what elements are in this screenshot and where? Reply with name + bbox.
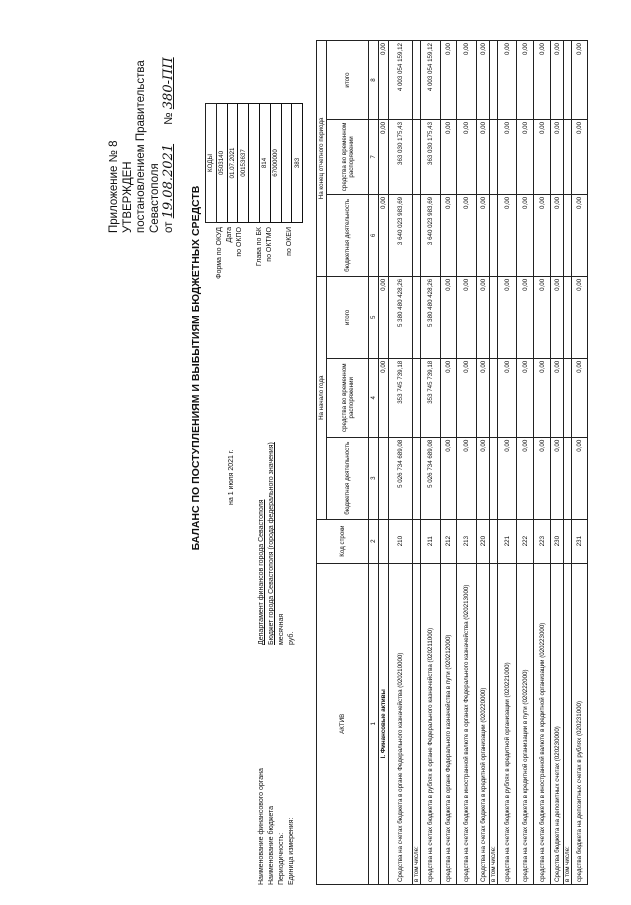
row-value-c7: 0,00 (572, 119, 588, 194)
row-value-c8: 4 003 054 159,12 (389, 41, 413, 120)
row-value-c5: 0,00 (498, 276, 517, 358)
label-date: Дата (226, 227, 233, 243)
code-bk: 814 (259, 104, 270, 223)
row-value-c6: 3 640 023 983,69 (389, 194, 413, 276)
row-value-c3: 0,00 (477, 437, 490, 519)
value-budget: Бюджет города Севастополя (города федерального значения) (268, 442, 275, 645)
row-value-c8: 0,00 (498, 41, 517, 120)
row-value-c4: 353 745 739,18 (421, 358, 441, 437)
row-value-c8: 0,00 (477, 41, 490, 120)
row-value-c3: 0,00 (534, 437, 551, 519)
row-value-c7: 0,00 (441, 119, 457, 194)
colnum-7: 7 (369, 119, 379, 194)
row-value-c7: 0,00 (534, 119, 551, 194)
row-value-c4 (490, 358, 498, 437)
row-value-c7: 363 030 175,43 (421, 119, 441, 194)
row-value-c6: 0,00 (457, 194, 477, 276)
row-value-c7: 0,00 (517, 119, 534, 194)
row-value-c8 (564, 41, 572, 120)
colnum-4: 4 (369, 358, 379, 437)
row-value-c7: 0,00 (457, 119, 477, 194)
label-budget: Наименование бюджета (268, 805, 275, 885)
row-code: 221 (498, 519, 517, 563)
row-code (413, 519, 421, 563)
row-value-c4: 0,00 (379, 358, 389, 437)
label-bk: Глава по БК (256, 227, 263, 267)
code-oktmo: 67000000 (270, 104, 281, 223)
row-value-c8: 4 003 054 159,12 (421, 41, 441, 120)
header-start-budget: бюджетная деятельность (327, 437, 369, 519)
row-value-c6: 0,00 (551, 194, 564, 276)
row-name: средства бюджета на депозитных счетах в рублях (020231000) (572, 563, 588, 884)
header-code: Код строки (317, 519, 369, 563)
row-value-c5 (413, 276, 421, 358)
row-value-c8: 0,00 (572, 41, 588, 120)
header-end: На конец отчетного периода (317, 41, 327, 277)
row-name: Средства на счетах бюджета в органе Федерального казначейства (020210000) (389, 563, 413, 884)
date-prefix: от (163, 221, 176, 233)
row-value-c6: 0,00 (572, 194, 588, 276)
row-value-c8: 0,00 (517, 41, 534, 120)
row-value-c8: 0,00 (379, 41, 389, 120)
colnum-6: 6 (369, 194, 379, 276)
row-value-c3: 0,00 (551, 437, 564, 519)
row-value-c4: 0,00 (477, 358, 490, 437)
row-value-c6 (564, 194, 572, 276)
row-value-c6: 0,00 (534, 194, 551, 276)
label-okei: по ОКЕИ (286, 227, 293, 256)
row-value-c3: 0,00 (441, 437, 457, 519)
row-code: 220 (477, 519, 490, 563)
row-value-c3: 0,00 (457, 437, 477, 519)
table-row (517, 41, 534, 885)
row-name: в том числе: (490, 563, 498, 884)
label-period: Периодичность: (278, 832, 285, 885)
header-end-total: итого (327, 41, 369, 120)
colnum-5: 5 (369, 276, 379, 358)
row-value-c6: 3 640 023 983,69 (421, 194, 441, 276)
code-okpo: 00153637 (238, 104, 249, 223)
row-value-c7 (413, 119, 421, 194)
row-name: средства на счетах бюджета в рублях в органе Федерального казначейства (020211000) (421, 563, 441, 884)
label-oktmo: по ОКТМО (266, 227, 273, 262)
code-date: 01.07.2021 (227, 104, 238, 223)
row-value-c5: 0,00 (477, 276, 490, 358)
row-name: I. Финансовые активы (379, 563, 389, 884)
row-value-c3 (564, 437, 572, 519)
table-row (534, 41, 551, 885)
row-value-c3 (379, 437, 389, 519)
row-value-c4 (413, 358, 421, 437)
row-value-c3: 5 026 734 689,08 (421, 437, 441, 519)
row-value-c3 (490, 437, 498, 519)
row-name: в том числе: (564, 563, 572, 884)
row-value-c4: 353 745 739,18 (389, 358, 413, 437)
handwritten-number: 380-ПП (161, 57, 177, 110)
row-value-c8 (413, 41, 421, 120)
row-value-c4: 0,00 (551, 358, 564, 437)
row-code (564, 519, 572, 563)
appendix-line-1: Приложение № 8 (108, 140, 120, 233)
row-value-c6: 0,00 (517, 194, 534, 276)
label-org: Наименование финансового органа (258, 768, 265, 885)
row-value-c4: 0,00 (517, 358, 534, 437)
row-value-c7: 0,00 (379, 119, 389, 194)
row-value-c6 (490, 194, 498, 276)
table-row (413, 41, 421, 885)
row-value-c6: 0,00 (379, 194, 389, 276)
table-row (498, 41, 517, 885)
label-okud: Форма по ОКУД (216, 227, 223, 279)
row-value-c3: 0,00 (498, 437, 517, 519)
table-row (477, 41, 490, 885)
row-value-c8 (490, 41, 498, 120)
row-value-c8: 0,00 (441, 41, 457, 120)
row-name: средства на счетах бюджета в кредитной организации в пути (020222000) (517, 563, 534, 884)
row-value-c4: 0,00 (534, 358, 551, 437)
row-code: 211 (421, 519, 441, 563)
table-row (564, 41, 572, 885)
header-end-temp: средства во временном распоряжении (327, 119, 369, 194)
row-code: 231 (572, 519, 588, 563)
row-value-c5 (490, 276, 498, 358)
table-row (389, 41, 413, 885)
header-asset: АКТИВ (317, 563, 369, 884)
value-org: Департамент финансов города Севастополя (258, 499, 265, 645)
row-name: Средства бюджета на депозитных счетах (020230000) (551, 563, 564, 884)
code-okei: 383 (292, 104, 303, 223)
colnum-1: 1 (369, 563, 379, 884)
row-code: 213 (457, 519, 477, 563)
code-empty-1 (249, 104, 260, 223)
row-value-c5: 5 380 480 428,26 (389, 276, 413, 358)
row-value-c5: 0,00 (457, 276, 477, 358)
row-code: 210 (389, 519, 413, 563)
row-value-c6: 0,00 (477, 194, 490, 276)
table-row (421, 41, 441, 885)
appendix-block (108, 57, 177, 233)
row-value-c4: 0,00 (572, 358, 588, 437)
row-code: 230 (551, 519, 564, 563)
row-value-c7: 0,00 (551, 119, 564, 194)
header-start: На начало года (317, 276, 327, 519)
colnum-2: 2 (369, 519, 379, 563)
code-empty-2 (281, 104, 292, 223)
table-row (441, 41, 457, 885)
row-value-c5: 0,00 (379, 276, 389, 358)
row-code: 222 (517, 519, 534, 563)
table-body (379, 41, 588, 885)
row-value-c3: 0,00 (517, 437, 534, 519)
header-start-temp: средства во временном распоряжении (327, 358, 369, 437)
report-date: на 1 июля 2021 г. (228, 449, 235, 505)
code-okud: 0503140 (216, 104, 227, 223)
row-value-c3: 0,00 (572, 437, 588, 519)
row-value-c5 (564, 276, 572, 358)
header-start-total: итого (327, 276, 369, 358)
row-name: средства на счетах бюджета в рублях в кредитной организации (020221000) (498, 563, 517, 884)
row-value-c7 (564, 119, 572, 194)
appendix-line-2: УТВЕРЖДЕН (121, 161, 134, 233)
label-okpo: по ОКПО (236, 227, 243, 257)
table-row (572, 41, 588, 885)
table-row (490, 41, 498, 885)
row-value-c7: 363 030 175,43 (389, 119, 413, 194)
row-name: средства на счетах бюджета в иностранной валюте в кредитной организации (020223000) (534, 563, 551, 884)
codes-table (205, 103, 303, 223)
row-name: средства на счетах бюджета в иностранной валюте в органах Федерального казначейства (020213000) (457, 563, 477, 884)
appendix-line-3: постановлением Правительства (135, 60, 148, 233)
row-value-c3: 5 026 734 689,08 (389, 437, 413, 519)
row-value-c4: 0,00 (441, 358, 457, 437)
row-value-c3 (413, 437, 421, 519)
header-end-budget: бюджетная деятельность (327, 194, 369, 276)
colnum-3: 3 (369, 437, 379, 519)
row-value-c5: 0,00 (551, 276, 564, 358)
colnum-8: 8 (369, 41, 379, 120)
row-value-c7: 0,00 (498, 119, 517, 194)
codes-header: КОДЫ (206, 104, 217, 223)
row-value-c6: 0,00 (441, 194, 457, 276)
row-code (490, 519, 498, 563)
value-unit: руб. (288, 631, 295, 645)
number-prefix: № (163, 112, 176, 125)
row-value-c6 (413, 194, 421, 276)
row-name: в том числе: (413, 563, 421, 884)
row-code (379, 519, 389, 563)
table-row (457, 41, 477, 885)
row-value-c4: 0,00 (457, 358, 477, 437)
row-value-c7: 0,00 (477, 119, 490, 194)
row-code: 223 (534, 519, 551, 563)
appendix-line-4: Севастополя (148, 163, 161, 233)
row-value-c6: 0,00 (498, 194, 517, 276)
row-value-c5: 5 380 480 428,26 (421, 276, 441, 358)
appendix-date-line (162, 57, 177, 233)
row-value-c8: 0,00 (457, 41, 477, 120)
row-value-c4: 0,00 (498, 358, 517, 437)
row-name: средства на счетах бюджета в органе Федерального казначейства в пути (020212000) (441, 563, 457, 884)
row-value-c4 (564, 358, 572, 437)
label-unit: Единица измерения: (288, 817, 295, 885)
row-value-c8: 0,00 (534, 41, 551, 120)
row-value-c5: 0,00 (441, 276, 457, 358)
row-value-c5: 0,00 (517, 276, 534, 358)
balance-table (316, 40, 588, 885)
row-code: 212 (441, 519, 457, 563)
value-period: месячная (278, 613, 285, 645)
row-name: Средства на счетах бюджета в кредитной организации (020220000) (477, 563, 490, 884)
table-row (551, 41, 564, 885)
row-value-c5: 0,00 (534, 276, 551, 358)
table-row (379, 41, 389, 885)
row-value-c5: 0,00 (572, 276, 588, 358)
row-value-c8: 0,00 (551, 41, 564, 120)
document-title: БАЛАНС ПО ПОСТУПЛЕНИЯМ И ВЫБЫТИЯМ БЮДЖЕТНЫХ СРЕДСТВ (190, 185, 202, 551)
row-value-c7 (490, 119, 498, 194)
handwritten-date: 19.08.2021 (161, 143, 177, 219)
